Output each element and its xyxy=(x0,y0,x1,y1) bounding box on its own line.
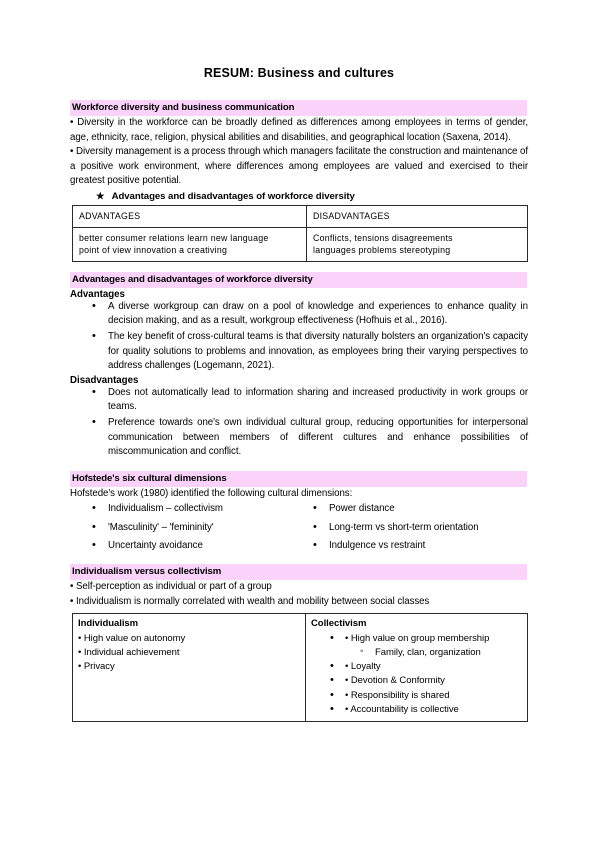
list-item: • Long-term vs short-term orientation xyxy=(329,521,528,536)
table-header-row xyxy=(73,205,528,227)
table-cell-collectivism xyxy=(306,614,528,722)
cell-line: better consumer relations xyxy=(79,232,185,243)
line-individualism-wealth: • Individualism is normally correlated with wealth and mobility between social classes xyxy=(70,595,430,607)
hofstede-intro-text: Hofstede's work (1980) identified the following cultural dimensions: xyxy=(70,487,353,499)
list-item: • Power distance xyxy=(329,502,528,517)
cell-line: stereotyping xyxy=(399,245,451,256)
section-heading-advantages-disadvantages: Advantages and disadvantages of workforce diversity xyxy=(70,272,527,288)
star-bullet-line xyxy=(70,191,528,202)
list-item: • • Devotion & Conformity xyxy=(345,674,527,688)
advantages-list xyxy=(70,300,528,374)
list-item: ◦ Family, clan, organization xyxy=(375,646,527,660)
star-bullet-label: Advantages and disadvantages of workforce diversity xyxy=(111,190,355,202)
table-cell-individualism xyxy=(73,614,306,722)
cell-title-collectivism: Collectivism xyxy=(311,618,367,630)
section-heading-workforce-diversity: Workforce diversity and business communication xyxy=(70,100,527,116)
list-item: • Uncertainty avoidance xyxy=(108,539,299,554)
table-cell-advantages xyxy=(73,227,307,261)
cell-line: disagreements xyxy=(391,232,453,243)
paragraph-diversity-management: • Diversity management is a process through which managers facilitate the construction and maintenance of a positive work environment, where differences among employees are valued and exercised to their greatest positive potential. xyxy=(70,146,528,187)
star-icon: ★ xyxy=(96,190,105,202)
cell-line: innovation a creativing xyxy=(133,245,228,256)
list-item: • The key benefit of cross-cultural teams is that diversity naturally bolsters an organization's capacity for quality solutions to problems and innovation, as employees bring their varying perspectives to address challenges (Logemann, 2021). xyxy=(108,330,528,374)
list-item: • • Loyalty xyxy=(345,660,527,674)
list-item: • • Accountability is collective xyxy=(345,703,527,717)
line-self-perception: • Self-perception as individual or part of a group xyxy=(70,581,272,593)
hofstede-left-column xyxy=(70,502,299,558)
section-heading-hofstede-dimensions: Hofstede's six cultural dimensions xyxy=(70,471,527,487)
list-item: • A diverse workgroup can draw on a pool of knowledge and experiences to enhance quality in decision making, and as a result, workgroup effectiveness (Hofhuis et al., 2016). xyxy=(108,300,528,329)
table-header-advantages: ADVANTAGES xyxy=(73,205,307,227)
hofstede-right-column xyxy=(299,502,528,558)
cell-title-individualism: Individualism xyxy=(78,618,139,630)
cell-line: languages problems xyxy=(313,245,397,256)
paragraph-diversity-definition: • Diversity in the workforce can be broadly defined as differences among employees in terms of gender, age, ethnicity, race, religion, physical abilities and disabilities, and geographical location (Saxena, 2014). xyxy=(70,117,528,143)
table-row xyxy=(73,227,528,261)
collectivism-list xyxy=(311,632,527,718)
individualism-collectivism-table xyxy=(72,613,528,722)
page-title: RESUM: Business and cultures xyxy=(203,66,395,80)
subheading-advantages: Advantages xyxy=(70,288,125,300)
hofstede-left-list xyxy=(70,502,299,554)
dot-item: • Privacy xyxy=(78,661,115,673)
table-header-disadvantages: DISADVANTAGES xyxy=(307,205,528,227)
table-row xyxy=(73,614,528,722)
hofstede-right-list xyxy=(299,502,528,554)
cell-line: Conflicts, tensions xyxy=(313,232,390,243)
list-item xyxy=(345,632,527,661)
dot-item: • Individual achievement xyxy=(78,646,180,658)
list-item: • Individualism – collectivism xyxy=(108,502,299,517)
subheading-disadvantages: Disadvantages xyxy=(70,374,139,386)
hofstede-dimensions-columns xyxy=(70,502,528,558)
dot-item: • High value on autonomy xyxy=(78,632,186,644)
cell-line: learn new language xyxy=(187,232,269,243)
advantages-disadvantages-table xyxy=(72,205,528,262)
cell-line: point of view xyxy=(79,245,132,256)
disadvantages-list xyxy=(70,386,528,460)
list-item: • 'Masculinity' – 'femininity' xyxy=(108,521,299,536)
list-item: • Indulgence vs restraint xyxy=(329,539,528,554)
section-heading-individualism-collectivism: Individualism versus collectivism xyxy=(70,564,527,580)
collectivism-sublist xyxy=(345,646,527,660)
list-item: • • Responsibility is shared xyxy=(345,689,527,703)
list-item: • Preference towards one's own individual cultural group, reducing opportunities for interpersonal communication between members of different cultures and enhance possibilities of miscommunication and conflict. xyxy=(108,416,528,460)
list-item-label: • High value on group membership xyxy=(345,632,490,644)
table-cell-disadvantages xyxy=(307,227,528,261)
list-item: • Does not automatically lead to information sharing and increased productivity in work groups or teams. xyxy=(108,386,528,415)
